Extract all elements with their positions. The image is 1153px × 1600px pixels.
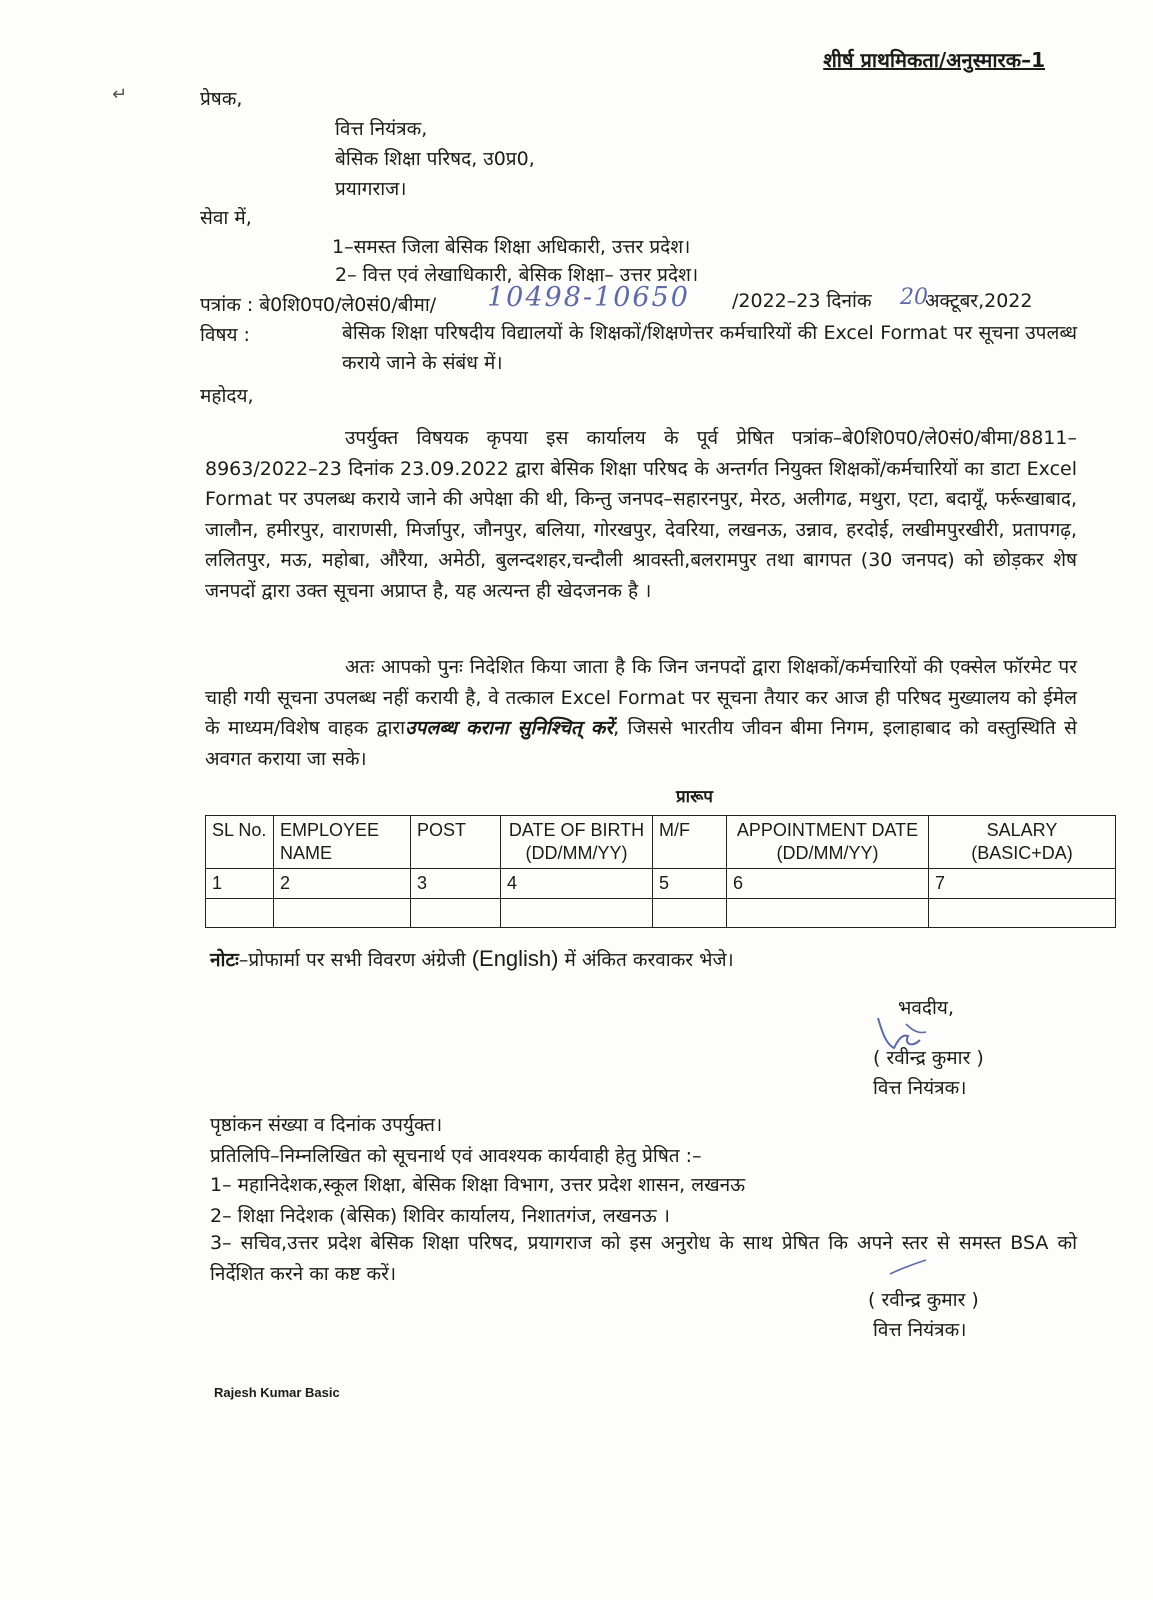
signature-2-name: ( रवीन्द्र कुमार ) (868, 1289, 979, 1311)
table-row (206, 869, 1116, 899)
note-label: नोटः (210, 949, 239, 971)
signature-name: ( रवीन्द्र कुमार ) (873, 1047, 984, 1069)
paragraph-2 (205, 652, 1077, 774)
signature-closing: भवदीय, (898, 997, 954, 1019)
proforma-table (205, 815, 1116, 928)
header-gender: M/F (653, 816, 727, 869)
sender-line-2: बेसिक शिक्षा परिषद, उ0प्र0, (335, 148, 535, 170)
paragraph-1: उपर्युक्त विषयक कृपया इस कार्यालय के पूर्व प्रेषित पत्रांक–बे0शि0प0/ले0सं0/बीमा/8811–8963/2022–23 दिनांक 23.09.2022 द्वारा बेसिक शिक्षा परिषद के अन्तर्गत नियुक्त शिक्षकों/कर्मचारियों का डाटा Excel Format पर उपलब्ध कराये जाने की अपेक्षा की थी, किन्तु जनपद–सहारनपुर, मेरठ, अलीगढ, मथुरा, एटा, बदायूँ, फर्रूखाबाद, जालौन, हमीरपुर, वाराणसी, मिर्जापुर, जौनपुर, बलिया, गोरखपुर, देवरिया, लखनऊ, उन्नाव, हरदोई, लखीमपुरखीरी, प्रतापगढ़, ललितपुर, मऊ, महोबा, औरैया, अमेठी, बुलन्दशहर,चन्दौली श्रावस्ती,बलरामपुर तथा बागपत (30 जनपद) को छोड़कर शेष जनपदों द्वारा उक्त सूचना अप्राप्त है, यह अत्यन्त ही खेदजनक है । (205, 427, 1077, 602)
sender-label: प्रेषक, (200, 88, 243, 110)
endorsement-line-2: प्रतिलिपि–निम्नलिखित को सूचनार्थ एवं आवश्यक कार्यवाही हेतु प्रेषित :– (210, 1145, 702, 1167)
proforma-title: प्रारूप (676, 787, 713, 807)
header-date-of-birth: DATE OF BIRTH (DD/MM/YY) (501, 816, 653, 869)
column-number-cell: 2 (274, 869, 411, 899)
empty-cell (411, 899, 501, 928)
signature-tick-icon (888, 1258, 928, 1278)
endorsement-item-3: 3– सचिव,उत्तर प्रदेश बेसिक शिक्षा परिषद, प्रयागराज को इस अनुरोध के साथ प्रेषित कि अपने स्तर से समस्त BSA को निर्देशित करने का कष्ट करें। (210, 1232, 1077, 1285)
footer-credit: Rajesh Kumar Basic (214, 1385, 340, 1400)
reference-suffix: /2022–23 दिनांक (732, 290, 872, 312)
recipient-label: सेवा में, (200, 207, 252, 229)
column-number-cell: 6 (727, 869, 929, 899)
signature-designation: वित्त नियंत्रक। (873, 1077, 967, 1099)
header-sl-no: SL No. (206, 816, 274, 869)
subject-label: विषय : (200, 324, 250, 346)
empty-cell (274, 899, 411, 928)
column-number-cell: 4 (501, 869, 653, 899)
signature-2-designation: वित्त नियंत्रक। (873, 1319, 967, 1341)
endorsement-item-2: 2– शिक्षा निदेशक (बेसिक) शिविर कार्यालय, निशातगंज, लखनऊ । (210, 1205, 670, 1227)
column-number-cell: 5 (653, 869, 727, 899)
handwritten-letter-number: 10498-10650 (487, 282, 690, 313)
recipient-line-1: 1–समस्त जिला बेसिक शिक्षा अधिकारी, उत्तर प्रदेश। (332, 236, 691, 258)
note-text-a: –प्रोफार्मा पर सभी विवरण अंग्रेजी (238, 949, 466, 971)
scan-mark-icon: ↵ (112, 84, 128, 105)
endorsement-item-1: 1– महानिदेशक,स्कूल शिक्षा, बेसिक शिक्षा विभाग, उत्तर प्रदेश शासन, लखनऊ (210, 1174, 746, 1196)
table-row (206, 899, 1116, 928)
note-english: (English) (471, 946, 559, 971)
paragraph-2-emphasis: उपलब्ध कराना सुनिश्चित् करें (405, 717, 614, 739)
note-line (210, 946, 734, 972)
table-header-row (206, 816, 1116, 869)
header-post: POST (411, 816, 501, 869)
column-number-cell: 7 (929, 869, 1116, 899)
column-number-cell: 1 (206, 869, 274, 899)
note-text-b: में अंकित करवाकर भेजे। (564, 949, 734, 971)
priority-tag: शीर्ष प्राथमिकता/अनुस्मारक–1 (823, 48, 1045, 72)
header-appointment-date: APPOINTMENT DATE (DD/MM/YY) (727, 816, 929, 869)
empty-cell (653, 899, 727, 928)
handwritten-day: 20 (900, 285, 928, 310)
sender-line-1: वित्त नियंत्रक, (335, 118, 428, 140)
header-salary: SALARY (BASIC+DA) (929, 816, 1116, 869)
header-employee-name: EMPLOYEE NAME (274, 816, 411, 869)
sender-line-3: प्रयागराज। (335, 178, 407, 200)
empty-cell (727, 899, 929, 928)
paragraph-2-text-b: , जिससे भारतीय जीवन बीमा निगम, इलाहाबाद को वस्तुस्थिति से अवगत कराया जा सके। (205, 717, 1077, 770)
endorsement-line-1: पृष्ठांकन संख्या व दिनांक उपर्युक्त। (210, 1114, 443, 1136)
salutation: महोदय, (200, 385, 254, 407)
recipient-line-2: 2– वित्त एवं लेखाधिकारी, बेसिक शिक्षा– उत्तर प्रदेश। (335, 264, 699, 286)
reference-month-year: अक्टूबर,2022 (925, 290, 1033, 312)
empty-cell (929, 899, 1116, 928)
paragraph-2-text-a: अतः आपको पुनः निदेशित किया जाता है कि जिन जनपदों द्वारा शिक्षकों/कर्मचारियों की एक्सेल फॉरमेट पर चाही गयी सूचना उपलब्ध नहीं करायी है, वे तत्काल Excel Format पर सूचना तैयार कर आज ही परिषद मुख्यालय को ईमेल के माध्यम/विशेष वाहक द्वारा (205, 656, 1077, 739)
reference-prefix: पत्रांक : बे0शि0प0/ले0सं0/बीमा/ (200, 294, 437, 316)
empty-cell (501, 899, 653, 928)
subject-text: बेसिक शिक्षा परिषदीय विद्यालयों के शिक्षकों/शिक्षणेत्तर कर्मचारियों की Excel Format पर सूचना उपलब्ध कराये जाने के संबंध में। (342, 322, 1077, 374)
column-number-cell: 3 (411, 869, 501, 899)
empty-cell (206, 899, 274, 928)
